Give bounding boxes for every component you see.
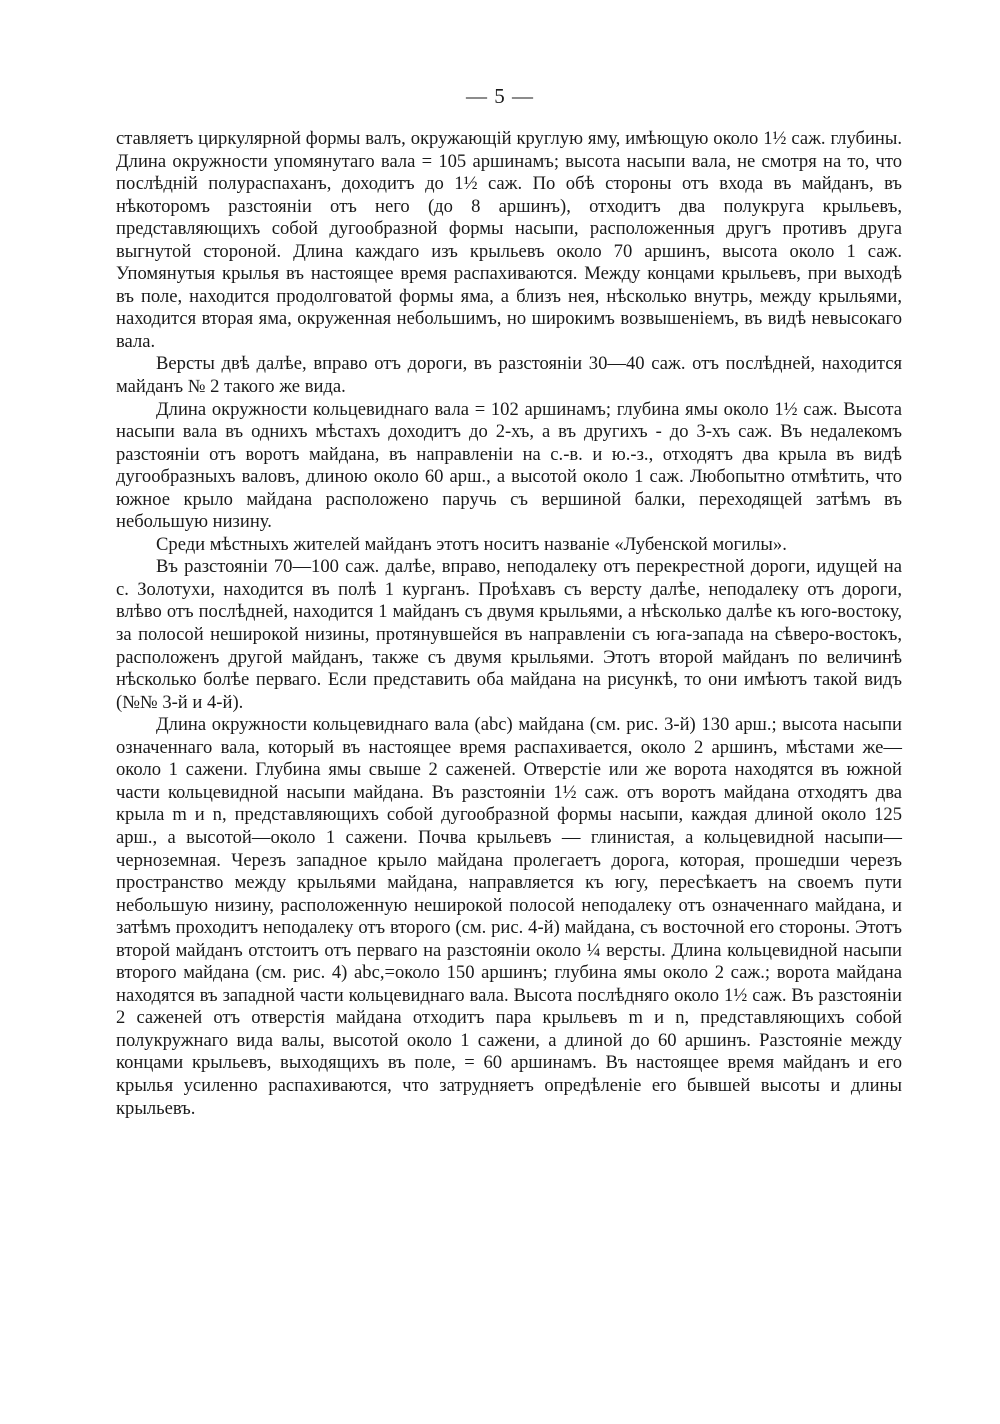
page-number: — 5 — [466, 84, 534, 108]
paragraph-1: ставляетъ циркулярной формы валъ, окружающій круглую яму, имѣющую около 1½ саж. глубины. Длина окружности упомянутаго вала = 105 аршинамъ; высота насыпи вала, не смотря на то, что послѣдній полураспаханъ, доходитъ до 1½ саж. По обѣ стороны отъ входа въ майданъ, въ нѣкоторомъ разстояніи отъ него (до 8 аршинъ), отходитъ два полукруга крыльевъ, представляющихъ собой дугообразной формы насыпи, расположенныя другъ противъ друга выгнутой стороной. Длина каждаго изъ крыльевъ около 70 аршинъ, высота около 1 саж. Упомянутыя крылья въ настоящее время распахиваются. Между концами крыльевъ, при выходѣ въ поле, находится продолговатой формы яма, а близъ нея, нѣсколько внутрь, между крыльями, находится вторая яма, окруженная небольшимъ, но широкимъ возвышеніемъ, въ видѣ невысокаго вала. [116, 128, 902, 352]
paragraph-6: Длина окружности кольцевиднаго вала (abc) майдана (см. рис. 3-й) 130 арш.; высота насыпи означеннаго вала, который въ настоящее время распахивается, около 2 аршинъ, мѣстами же—около 1 сажени. Глубина ямы свыше 2 саженей. Отверстіе или же ворота находятся въ южной части кольцевидной насыпи майдана. Въ разстояніи 1½ саж. отъ воротъ майдана отходятъ два крыла m и n, представляющихъ собой дугообразной формы насыпи, каждая длиной около 125 арш., а высотой—около 1 сажени. Почва крыльевъ — глинистая, а кольцевидной насыпи—черноземная. Черезъ западное крыло майдана пролегаетъ дорога, которая, прошедши черезъ пространство между крыльями майдана, направляется къ югу, пересѣкаетъ на своемъ пути небольшую низину, расположенную неширокой полосой неподалеку отъ означеннаго майдана, и затѣмъ проходитъ неподалеку отъ второго (см. рис. 4-й) майдана, съ восточной его стороны. Этотъ второй майданъ отстоитъ отъ перваго на разстояніи около ¼ версты. Длина кольцевидной насыпи второго майдана (см. рис. 4) abc,=около 150 аршинъ; глубина ямы около 2 саж.; ворота майдана находятся въ западной части кольцевиднаго вала. Высота послѣдняго около 1½ саж. Въ разстояніи 2 саженей отъ отверстія майдана отходитъ пара крыльевъ m и n, представляющихъ собой полукружнаго вида валы, высотой около 1 сажени, а длиной до 60 аршинъ. Разстояніе между концами крыльевъ, выходящихъ въ поле, = 60 аршинамъ. Въ настоящее время майданъ и его крылья усиленно распахиваются, что затрудняетъ опредѣленіе его бывшей высоты и длины крыльевъ. [116, 714, 902, 1119]
paragraph-4: Среди мѣстныхъ жителей майданъ этотъ носитъ названіе «Лубенской могилы». [156, 533, 787, 555]
paragraph-2: Версты двѣ далѣе, вправо отъ дороги, въ разстояніи 30—40 саж. отъ послѣдней, находится майданъ № 2 такого же вида. [116, 353, 902, 398]
paragraph-3: Длина окружности кольцевиднаго вала = 102 аршинамъ; глубина ямы около 1½ саж. Высота насыпи вала въ однихъ мѣстахъ доходитъ до 2-хъ, а въ другихъ - до 3-хъ саж. Въ недалекомъ разстояніи отъ воротъ майдана, въ направленіи на с.-в. и ю.-з., отходятъ два крыла въ видѣ дугообразныхъ валовъ, длиною около 60 арш., а высотой около 1 саж. Любопытно отмѣтить, что южное крыло майдана расположено паручь съ вершиной балки, переходящей затѣмъ въ небольшую низину. [116, 398, 902, 533]
body-text [116, 128, 902, 1120]
paragraph-5: Въ разстояніи 70—100 саж. далѣе, вправо, неподалеку отъ перекрестной дороги, идущей на с. Золотухи, находится въ полѣ 1 курганъ. Проѣхавъ съ версту далѣе, неподалеку отъ дороги, влѣво отъ послѣдней, находится 1 майданъ съ двумя крыльями, а нѣсколько далѣе къ юго-востоку, за полосой неширокой низины, протянувшейся въ направленіи съ юга-запада на сѣверо-востокъ, расположенъ другой майданъ, также съ двумя крыльями. Этотъ второй майданъ по величинѣ нѣсколько болѣе перваго. Если представить оба майдана на рисункѣ, то они имѣютъ такой видъ (№№ 3-й и 4-й). [116, 556, 902, 713]
